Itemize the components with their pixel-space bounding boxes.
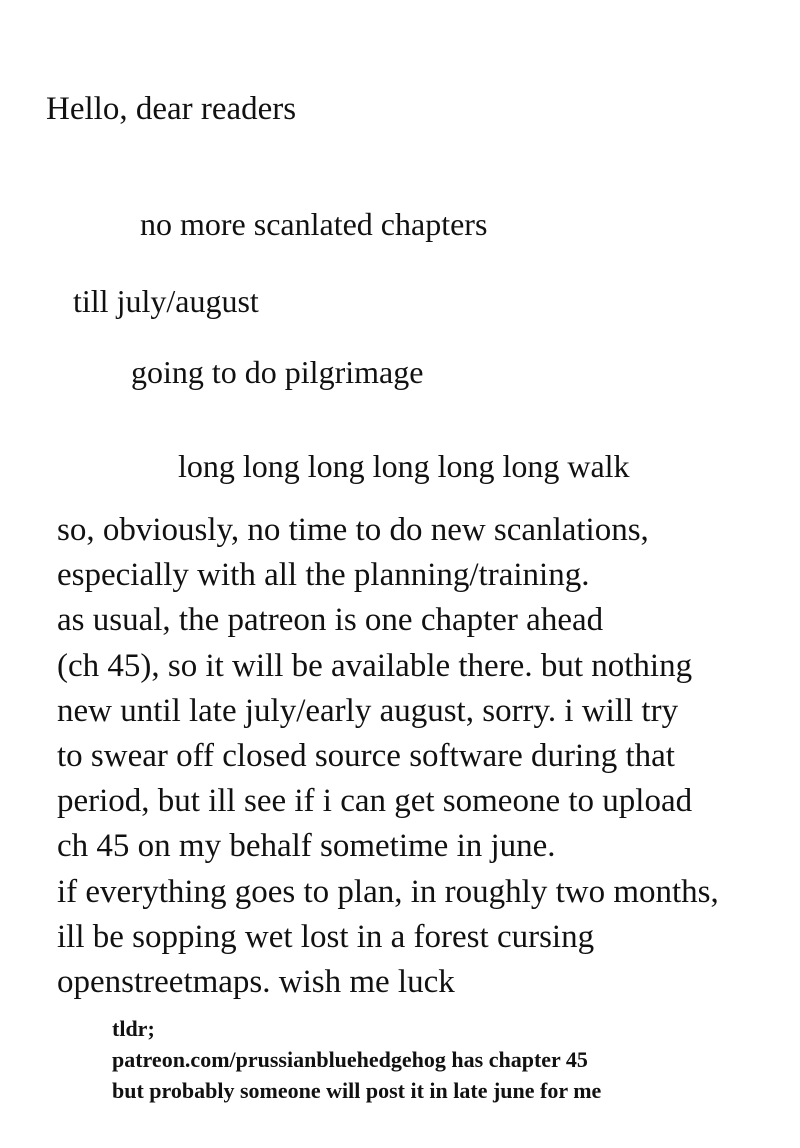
body-line: so, obviously, no time to do new scanlations, xyxy=(57,512,649,548)
announcement-line-4: long long long long long long walk xyxy=(178,448,630,484)
body-line: ch 45 on my behalf sometime in june. xyxy=(57,828,556,865)
greeting-heading: Hello, dear readers xyxy=(46,91,297,127)
body-line: ill be sopping wet lost in a forest cursing xyxy=(57,918,595,955)
body-line: (ch 45), so it will be available there. but nothing xyxy=(57,647,693,684)
tldr-line: patreon.com/prussianbluehedgehog has chapter 45 xyxy=(112,1047,588,1072)
body-line: especially with all the planning/training. xyxy=(57,557,590,594)
announcement-line-3: going to do pilgrimage xyxy=(131,354,424,390)
announcement-line-2: till july/august xyxy=(73,283,259,319)
tldr-section xyxy=(112,1013,601,1106)
tldr-heading: tldr; xyxy=(112,1016,155,1041)
body-line: openstreetmaps. wish me luck xyxy=(57,963,455,1000)
body-line: to swear off closed source software during that xyxy=(57,737,675,774)
announcement-line-1: no more scanlated chapters xyxy=(140,206,488,242)
body-line: as usual, the patreon is one chapter ahead xyxy=(57,602,604,639)
body-line: period, but ill see if i can get someone to upload xyxy=(57,783,693,820)
body-line: new until late july/early august, sorry. i will try xyxy=(57,692,679,729)
tldr-line: but probably someone will post it in late june for me xyxy=(112,1078,602,1103)
body-line: if everything goes to plan, in roughly two months, xyxy=(57,873,719,910)
body-paragraph xyxy=(57,508,787,1005)
